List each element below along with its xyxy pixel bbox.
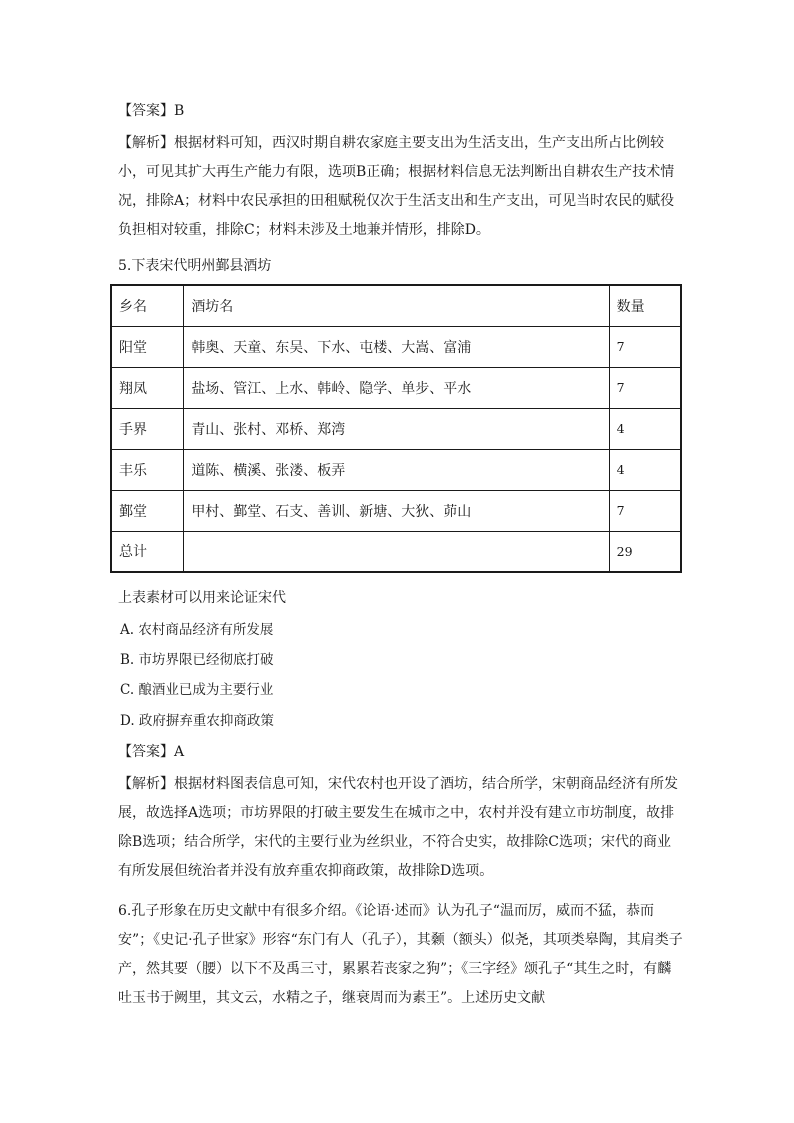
total-count: 29 bbox=[609, 531, 681, 572]
total-label: 总计 bbox=[111, 531, 184, 572]
cell-count: 4 bbox=[609, 408, 681, 449]
header-count: 数量 bbox=[609, 285, 681, 326]
cell-township: 翔凤 bbox=[111, 367, 184, 408]
cell-township: 鄞堂 bbox=[111, 490, 184, 531]
q5-option-d: D. 政府摒弃重农抑商政策 bbox=[120, 713, 274, 729]
cell-shops: 盐场、管江、上水、韩岭、隐学、单步、平水 bbox=[184, 367, 609, 408]
cell-township: 丰乐 bbox=[111, 449, 184, 490]
q5-option-b: B. 市坊界限已经彻底打破 bbox=[120, 652, 274, 668]
table-row bbox=[111, 326, 681, 367]
cell-shops: 道陈、横溪、张溇、板弄 bbox=[184, 449, 609, 490]
q5-stem: 5.下表宋代明州鄞县酒坊 bbox=[118, 258, 272, 274]
q4-analysis: 【解析】根据材料可知，西汉时期自耕农家庭主要支出为生活支出，生产支出所占比例较小，可见其扩大再生产能力有限，选项B正确；根据材料信息无法判断出自耕农生产技术情况，排除A；材料中农民承担的田租赋税仅次于生活支出和生产支出，可见当时农民的赋役负担相对较重，排除C；材料未涉及土地兼并情形，排除D。 bbox=[118, 135, 675, 238]
q5-option-a: A. 农村商品经济有所发展 bbox=[120, 622, 274, 638]
q5-option-c: C. 酿酒业已成为主要行业 bbox=[120, 682, 274, 698]
cell-count: 7 bbox=[609, 326, 681, 367]
cell-count: 7 bbox=[609, 367, 681, 408]
cell-shops: 青山、张村、邓桥、郑湾 bbox=[184, 408, 609, 449]
q5-analysis: 【解析】根据材料图表信息可知，宋代农村也开设了酒坊，结合所学，宋朝商品经济有所发展，故选择A选项；市坊界限的打破主要发生在城市之中，农村并没有建立市坊制度，故排除B选项；结合所学，宋代的主要行业为丝织业，不符合史实，故排除C选项；宋代的商业有所发展但统治者并没有放弃重农抑商政策，故排除D选项。 bbox=[118, 776, 678, 879]
header-shops: 酒坊名 bbox=[184, 285, 609, 326]
cell-township: 手界 bbox=[111, 408, 184, 449]
cell-township: 阳堂 bbox=[111, 326, 184, 367]
table-row bbox=[111, 449, 681, 490]
q5-prompt: 上表素材可以用来论证宋代 bbox=[118, 590, 286, 606]
cell-count: 4 bbox=[609, 449, 681, 490]
header-township: 乡名 bbox=[111, 285, 184, 326]
q5-answer: 【答案】A bbox=[118, 744, 185, 760]
q4-answer: 【答案】B bbox=[118, 103, 185, 119]
table-total-row bbox=[111, 531, 681, 572]
table-header-row bbox=[111, 285, 681, 326]
cell-shops: 韩奥、天童、东吴、下水、屯楼、大嵩、富浦 bbox=[184, 326, 609, 367]
table-row bbox=[111, 367, 681, 408]
cell-count: 7 bbox=[609, 490, 681, 531]
cell-shops: 甲村、鄞堂、石支、善训、新塘、大狄、茆山 bbox=[184, 490, 609, 531]
q6-stem: 6.孔子形象在历史文献中有很多介绍。《论语·述而》认为孔子“温而厉，威而不猛，恭而安”；《史记·孔子世家》形容“东门有人（孔子），其颡（额头）似尧，其项类皋陶，其肩类子产，然其要（腰）以下不及禹三寸，累累若丧家之狗”；《三字经》颂孔子“其生之时，有麟吐玉书于阙里，其文云，水精之子，继衰周而为素王”。上述历史文献 bbox=[118, 903, 683, 1006]
table-row bbox=[111, 408, 681, 449]
wine-shop-table bbox=[110, 284, 682, 573]
table-row bbox=[111, 490, 681, 531]
total-shops bbox=[184, 531, 609, 572]
